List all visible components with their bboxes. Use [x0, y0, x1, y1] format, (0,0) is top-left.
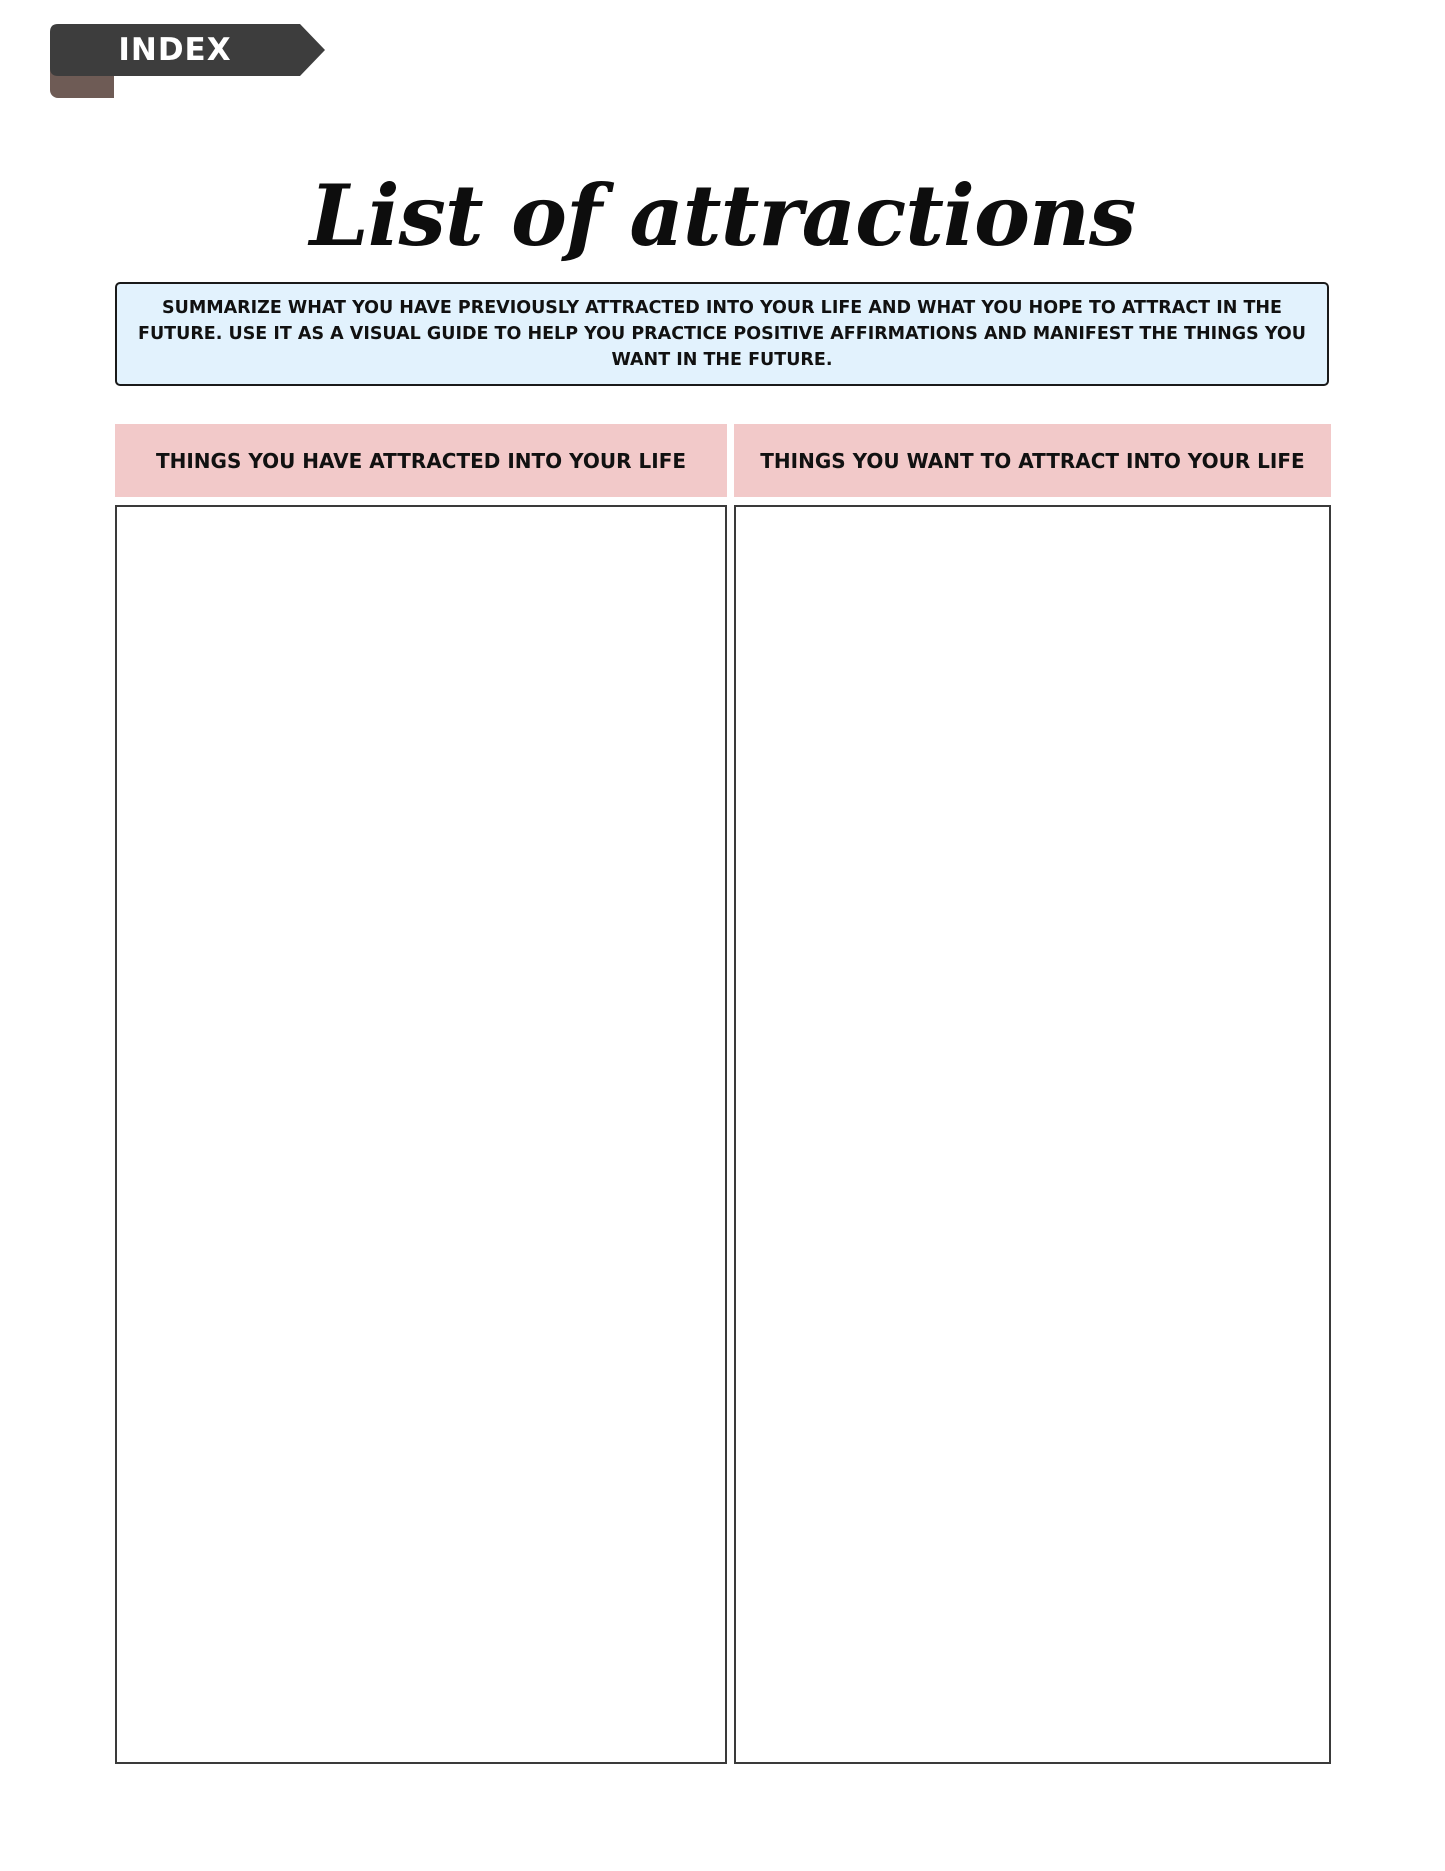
want-to-attract-writing-area[interactable] [734, 505, 1331, 1764]
column-header-attracted: THINGS YOU HAVE ATTRACTED INTO YOUR LIFE [115, 424, 727, 497]
attracted-writing-area[interactable] [115, 505, 727, 1764]
index-tab-body [50, 24, 325, 76]
instructions-text: SUMMARIZE WHAT YOU HAVE PREVIOUSLY ATTRACTED INTO YOUR LIFE AND WHAT YOU HOPE TO ATTRACT IN THE FUTURE. USE IT AS A VISUAL GUIDE TO HELP YOU PRACTICE POSITIVE AFFIRMATIONS AND MANIFEST THE THINGS YOU WANT IN THE FUTURE. [138, 298, 1306, 370]
index-tab[interactable] [50, 24, 325, 102]
column-header-want-to-attract: THINGS YOU WANT TO ATTRACT INTO YOUR LIFE [734, 424, 1331, 497]
page-title: List of attractions [309, 166, 1136, 266]
index-tab-label: INDEX [118, 32, 232, 68]
instructions-box [115, 282, 1329, 386]
